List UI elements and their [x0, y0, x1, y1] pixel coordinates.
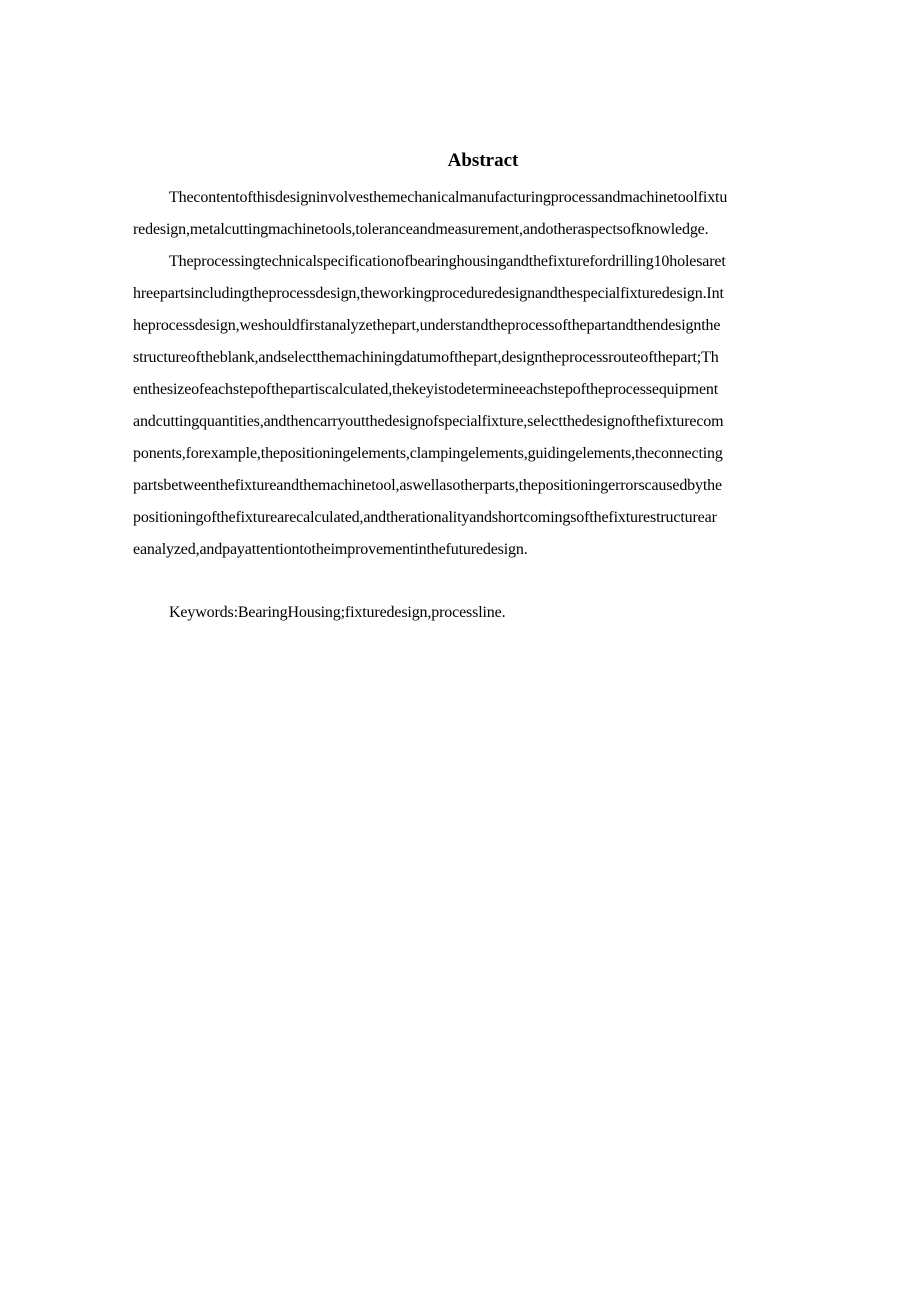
- paragraph-2-line-2: hreepartsincludingtheprocessdesign,theworkingproceduredesignandthespecialfixturedesign.Int: [133, 285, 724, 302]
- paragraph-2-line-7: ponents,forexample,thepositioningelements,clampingelements,guidingelements,theconnecting: [133, 445, 723, 462]
- paragraph-1-line-1: Thecontentofthisdesigninvolvesthemechanicalmanufacturingprocessandmachinetoolfixtu: [169, 189, 728, 206]
- paragraph-2-line-4: structureoftheblank,andselectthemachiningdatumofthepart,designtheprocessrouteofthepart;Th: [133, 349, 719, 366]
- paragraph-2-line-8: partsbetweenthefixtureandthemachinetool,aswellasotherparts,thepositioningerrorscausedbythe: [133, 477, 722, 494]
- keywords-line: Keywords:BearingHousing;fixturedesign,processline.: [169, 604, 506, 621]
- abstract-title: Abstract: [447, 150, 519, 171]
- paragraph-2-line-9: positioningofthefixturearecalculated,andtherationalityandshortcomingsofthefixturestructurear: [133, 509, 717, 526]
- paragraph-1-line-2: redesign,metalcuttingmachinetools,toleranceandmeasurement,andotheraspectsofknowledge.: [133, 221, 709, 238]
- paragraph-2-line-3: heprocessdesign,weshouldfirstanalyzethepart,understandtheprocessofthepartandthendesignthe: [133, 317, 721, 334]
- paragraph-2-line-5: enthesizeofeachstepofthepartiscalculated,thekeyistodetermineeachstepoftheprocessequipment: [133, 381, 719, 398]
- paragraph-2-line-6: andcuttingquantities,andthencarryoutthedesignofspecialfixture,selectthedesignofthefixturecom: [133, 413, 724, 430]
- paragraph-2-line-1: Theprocessingtechnicalspecificationofbearinghousingandthefixturefordrilling10holesaret: [169, 253, 726, 270]
- paragraph-2-line-10: eanalyzed,andpayattentiontotheimprovementinthefuturedesign.: [133, 541, 528, 558]
